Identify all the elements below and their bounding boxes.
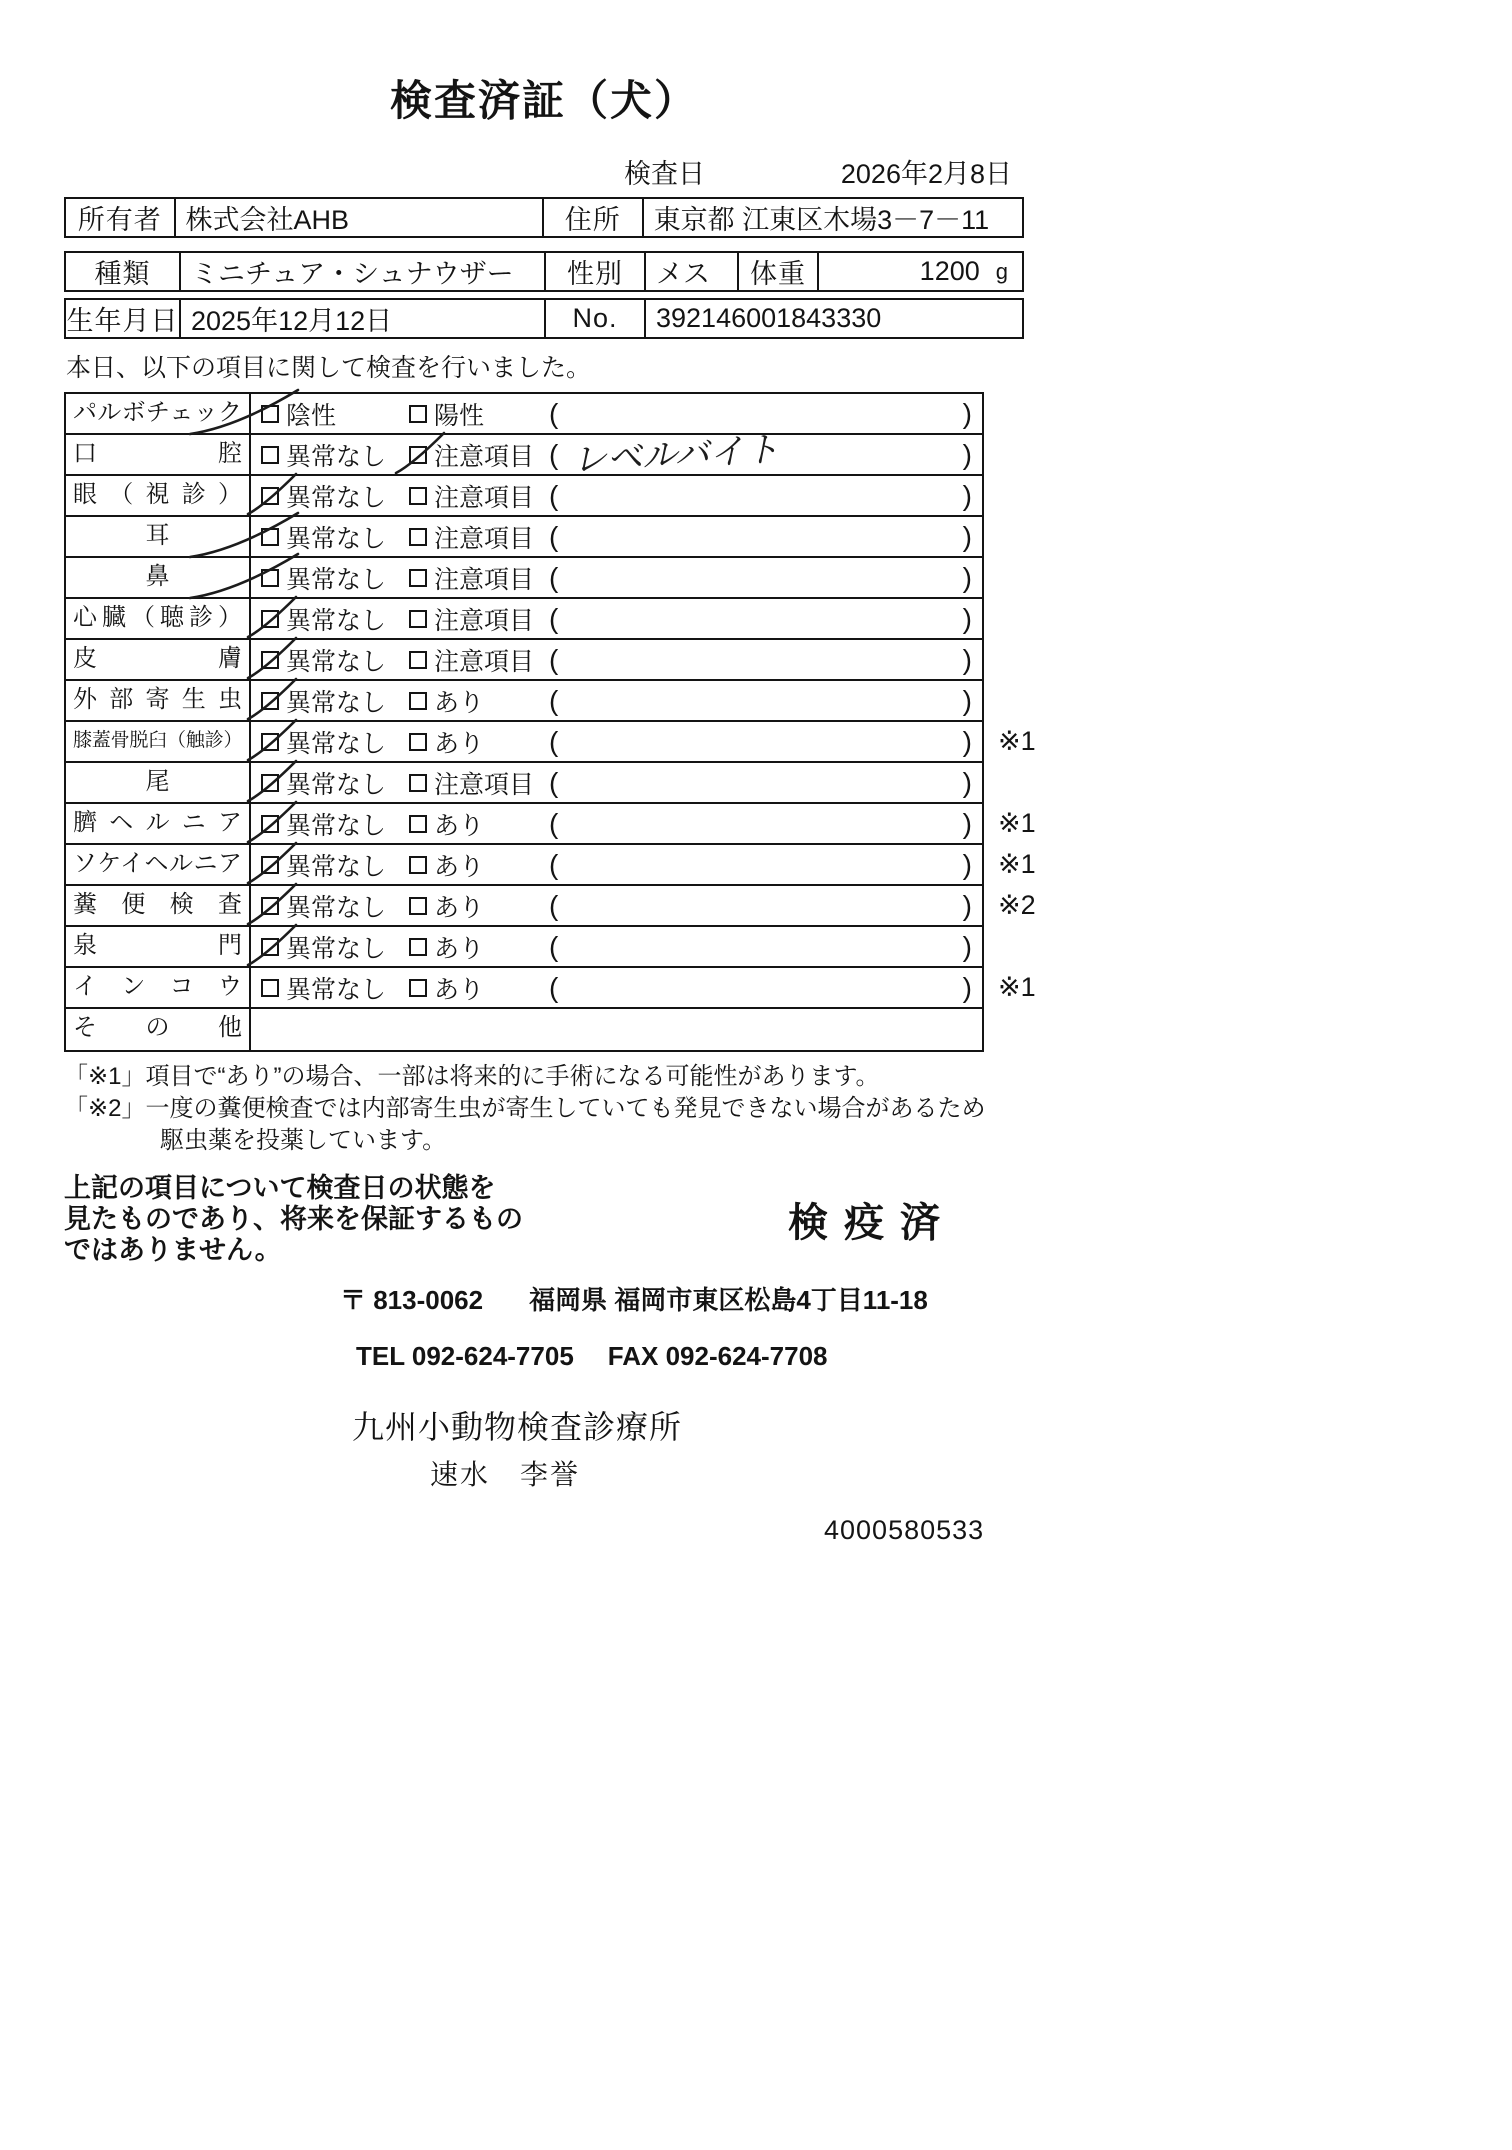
inspection-row-body — [251, 804, 982, 843]
result-option — [409, 929, 549, 965]
checkbox-icon — [409, 856, 427, 874]
option-label: 注意項目 — [434, 442, 535, 471]
result-option — [409, 478, 549, 514]
inspection-item-label: 鼻 — [66, 558, 251, 597]
clinic-address: 福岡県 福岡市東区松島4丁目11-18 — [529, 1285, 928, 1315]
handwritten-note — [558, 932, 962, 953]
result-option — [261, 806, 409, 842]
handwritten-note — [558, 973, 962, 994]
option-label: 注意項目 — [434, 606, 535, 635]
document-serial-number: 4000580533 — [824, 1515, 985, 1545]
inspection-item-label: 耳 — [66, 517, 251, 556]
option-label: あり — [434, 811, 485, 840]
inspection-row — [66, 927, 982, 968]
result-option — [409, 683, 549, 719]
inspection-item-label: 臍ヘルニア — [66, 804, 251, 843]
breed-value: ミニチュア・シュナウザー — [181, 253, 546, 290]
number-label: No. — [546, 300, 646, 337]
inspection-row — [66, 476, 982, 517]
paren-close: ) — [962, 848, 972, 880]
option-label: 異常なし — [286, 852, 387, 881]
inspection-item-label: 尾 — [66, 763, 251, 802]
inspection-row — [66, 1009, 982, 1050]
option-label: あり — [434, 975, 485, 1004]
result-option — [409, 847, 549, 883]
inspection-table — [64, 392, 1036, 1052]
option-label: 異常なし — [286, 770, 387, 799]
result-option — [261, 396, 409, 432]
checkbox-icon — [409, 487, 427, 505]
paren-open: ( — [549, 602, 559, 634]
disclaimer-line-1: 上記の項目について検査日の状態を — [64, 1173, 496, 1203]
result-option — [261, 642, 409, 678]
option-label: 異常なし — [286, 811, 387, 840]
inspection-row-body — [251, 927, 982, 966]
paren-open: ( — [549, 438, 559, 470]
birthdate-number-row — [64, 298, 1024, 339]
clinic-fax: FAX 092-624-7708 — [607, 1341, 828, 1371]
checkbox-icon — [261, 733, 279, 751]
paren-open: ( — [549, 561, 559, 593]
checkbox-icon — [261, 487, 279, 505]
handwritten-note — [558, 604, 962, 625]
document-title: 検査済証（犬） — [389, 77, 698, 124]
weight-value-cell — [819, 253, 1022, 290]
inspection-item-label: ソケイヘルニア — [66, 845, 251, 884]
result-option — [261, 519, 409, 555]
result-option — [409, 765, 549, 801]
inspection-row — [66, 722, 1036, 763]
option-label: 注意項目 — [434, 483, 535, 512]
checkbox-icon — [409, 569, 427, 587]
paren-close: ) — [962, 643, 972, 675]
footnote-ref: ※1 — [998, 808, 1036, 838]
result-option — [261, 683, 409, 719]
disclaimer-row — [64, 1173, 1024, 1266]
result-option — [409, 642, 549, 678]
checkbox-icon — [409, 979, 427, 997]
option-label: 注意項目 — [434, 524, 535, 553]
paren-close: ) — [962, 520, 972, 552]
option-label: 異常なし — [286, 934, 387, 963]
inspection-row — [66, 804, 1036, 845]
option-label: 異常なし — [286, 688, 387, 717]
option-label: 異常なし — [286, 524, 387, 553]
option-label: 異常なし — [286, 606, 387, 635]
intro-text: 本日、以下の項目に関して検査を行いました。 — [66, 354, 592, 382]
inspection-item-label: 眼（視診） — [66, 476, 251, 515]
weight-value: 1200 — [919, 256, 980, 286]
handwritten-note — [558, 809, 962, 830]
paren-open: ( — [549, 725, 559, 757]
inspection-item-label: 膝蓋骨脱臼（触診） — [66, 722, 251, 761]
handwritten-note — [558, 645, 962, 666]
checkbox-icon — [409, 446, 427, 464]
inspection-row — [66, 558, 982, 599]
inspection-row — [66, 599, 982, 640]
clinic-name: 九州小動物検査診療所 — [352, 1409, 683, 1445]
inspection-row-body — [251, 558, 982, 597]
inspection-row — [66, 640, 982, 681]
result-option — [261, 724, 409, 760]
checkbox-icon — [261, 897, 279, 915]
disclaimer-text — [64, 1173, 534, 1266]
inspection-row — [66, 763, 982, 804]
result-option — [409, 601, 549, 637]
checkbox-icon — [409, 651, 427, 669]
footnote-1: 「※1」項目で“あり”の場合、一部は将来的に手術になる可能性があります。 — [64, 1063, 880, 1090]
option-label: 異常なし — [286, 729, 387, 758]
quarantine-stamp: 検疫済 — [788, 1201, 956, 1245]
paren-close: ) — [962, 807, 972, 839]
checkbox-icon — [409, 733, 427, 751]
sex-label: 性別 — [546, 253, 646, 290]
paren-close: ) — [962, 971, 972, 1003]
option-label: あり — [434, 893, 485, 922]
clinic-phone-line — [64, 1341, 1104, 1372]
inspection-row-body — [251, 968, 982, 1007]
result-option — [409, 724, 549, 760]
result-option — [261, 929, 409, 965]
checkbox-icon — [261, 651, 279, 669]
checkbox-icon — [261, 528, 279, 546]
handwritten-note — [558, 686, 962, 707]
paren-open: ( — [549, 684, 559, 716]
handwritten-note — [558, 563, 962, 584]
checkbox-icon — [261, 569, 279, 587]
option-label: あり — [434, 688, 485, 717]
handwritten-note: レベルバイト — [571, 430, 781, 480]
paren-open: ( — [549, 889, 559, 921]
inspection-row-body — [251, 430, 982, 480]
result-option — [261, 847, 409, 883]
handwritten-note — [558, 399, 962, 420]
result-option — [409, 806, 549, 842]
paren-close: ) — [962, 766, 972, 798]
footnote-ref: ※1 — [998, 726, 1036, 756]
inspection-row — [66, 681, 982, 722]
checkbox-icon — [409, 897, 427, 915]
clinic-tel: TEL 092-624-7705 — [356, 1341, 574, 1371]
inspection-item-label: 泉門 — [66, 927, 251, 966]
result-option — [261, 601, 409, 637]
inspection-item-label: 皮膚 — [66, 640, 251, 679]
owner-label: 所有者 — [66, 199, 176, 236]
inspection-row — [66, 968, 1036, 1009]
footnote-ref: ※1 — [998, 849, 1036, 879]
footnote-2-continued: 駆虫薬を投薬しています。 — [160, 1127, 447, 1154]
checkbox-icon — [409, 610, 427, 628]
checkbox-icon — [261, 692, 279, 710]
inspection-row — [66, 430, 982, 480]
option-label: 注意項目 — [434, 647, 535, 676]
option-label: あり — [434, 852, 485, 881]
result-option — [409, 560, 549, 596]
result-option — [261, 560, 409, 596]
result-option — [409, 396, 549, 432]
option-label: 注意項目 — [434, 770, 535, 799]
inspection-item-label: パルボチェック — [66, 394, 251, 433]
owner-table — [64, 197, 1024, 238]
paren-open: ( — [549, 397, 559, 429]
disclaimer-line-3: ではありません。 — [64, 1235, 282, 1265]
result-option — [261, 888, 409, 924]
inspection-row — [66, 886, 1036, 927]
checkbox-icon — [261, 938, 279, 956]
inspection-item-label: その他 — [66, 1009, 251, 1050]
inspection-row-body — [251, 886, 982, 925]
footnote-ref: ※2 — [998, 890, 1036, 920]
footnote-2: 「※2」一度の糞便検査では内部寄生虫が寄生していても発見できない場合があるため — [64, 1095, 986, 1122]
paren-close: ) — [962, 684, 972, 716]
paren-close: ) — [962, 602, 972, 634]
inspection-row-body — [251, 845, 982, 884]
inspection-row-body — [251, 640, 982, 679]
address-label: 住所 — [544, 199, 644, 236]
inspection-item-label: 口腔 — [66, 435, 251, 474]
option-label: あり — [434, 934, 485, 963]
result-option — [409, 970, 549, 1006]
paren-open: ( — [549, 848, 559, 880]
handwritten-note — [558, 481, 962, 502]
footnotes — [64, 1061, 1024, 1157]
paren-close: ) — [962, 397, 972, 429]
result-option — [261, 437, 409, 473]
inspection-item-label: 心臓（聴診） — [66, 599, 251, 638]
document-content — [64, 58, 1104, 1546]
handwritten-note — [558, 891, 962, 912]
handwritten-note — [558, 727, 962, 748]
paren-open: ( — [549, 971, 559, 1003]
handwritten-note — [558, 850, 962, 871]
option-label: 陽性 — [434, 401, 485, 430]
result-option — [261, 970, 409, 1006]
sex-value: メス — [646, 253, 739, 290]
checkbox-icon — [261, 856, 279, 874]
clinic-postal-code: 〒 813-0062 — [340, 1285, 484, 1315]
checkbox-icon — [409, 774, 427, 792]
owner-value: 株式会社AHB — [176, 199, 544, 236]
inspection-row-body — [251, 763, 982, 802]
option-label: 異常なし — [286, 442, 387, 471]
result-option — [261, 478, 409, 514]
result-option — [409, 888, 549, 924]
disclaimer-line-2: 見たものであり、将来を保証するもの — [64, 1204, 523, 1234]
checkbox-icon — [261, 610, 279, 628]
result-option — [261, 765, 409, 801]
birthdate-label: 生年月日 — [66, 300, 181, 337]
option-label: 陰性 — [286, 401, 337, 430]
checkbox-icon — [261, 815, 279, 833]
paren-close: ) — [962, 561, 972, 593]
paren-open: ( — [549, 479, 559, 511]
option-label: 異常なし — [286, 565, 387, 594]
paren-close: ) — [962, 725, 972, 757]
clinic-address-line — [64, 1280, 1104, 1317]
paren-open: ( — [549, 807, 559, 839]
inspection-row-body — [251, 517, 982, 556]
inspection-row-body — [251, 681, 982, 720]
option-label: 注意項目 — [434, 565, 535, 594]
inspection-row-body — [251, 1009, 982, 1050]
checkbox-icon — [409, 528, 427, 546]
inspection-row-body — [251, 599, 982, 638]
footnote-ref: ※1 — [998, 972, 1036, 1002]
option-label: 異常なし — [286, 975, 387, 1004]
option-label: 異常なし — [286, 893, 387, 922]
inspection-row-body — [251, 476, 982, 515]
checkbox-icon — [409, 815, 427, 833]
inspection-row — [66, 517, 982, 558]
inspection-item-label: インコウ — [66, 968, 251, 1007]
inspection-item-label: 糞便検査 — [66, 886, 251, 925]
inspection-row — [66, 845, 1036, 886]
inspection-row-body — [251, 722, 982, 761]
number-value: 392146001843330 — [656, 303, 882, 333]
birthdate-value: 2025年12月12日 — [181, 300, 546, 337]
paren-close: ) — [962, 889, 972, 921]
paren-open: ( — [549, 930, 559, 962]
paren-open: ( — [549, 520, 559, 552]
checkbox-icon — [261, 446, 279, 464]
checkbox-icon — [409, 405, 427, 423]
inspection-date-value: 2026年2月8日 — [840, 159, 1012, 189]
checkbox-icon — [261, 405, 279, 423]
inspection-item-label: 外部寄生虫 — [66, 681, 251, 720]
paren-open: ( — [549, 643, 559, 675]
checkbox-icon — [409, 692, 427, 710]
checkbox-icon — [409, 938, 427, 956]
result-option — [409, 519, 549, 555]
paren-close: ) — [962, 479, 972, 511]
option-label: あり — [434, 729, 485, 758]
breed-label: 種類 — [66, 253, 181, 290]
option-label: 異常なし — [286, 483, 387, 512]
address-value: 東京都 江東区木場3－7－11 — [653, 205, 990, 235]
paren-close: ) — [962, 930, 972, 962]
weight-label: 体重 — [739, 253, 819, 290]
handwritten-note — [558, 522, 962, 543]
paren-open: ( — [549, 766, 559, 798]
result-option — [409, 437, 549, 473]
inspection-date-label: 検査日 — [624, 159, 705, 189]
weight-unit: g — [995, 258, 1008, 284]
option-label: 異常なし — [286, 647, 387, 676]
handwritten-note — [558, 768, 962, 789]
paren-close: ) — [962, 438, 972, 470]
breed-sex-weight-row — [64, 251, 1024, 292]
checkbox-icon — [261, 774, 279, 792]
checkbox-icon — [261, 979, 279, 997]
inspection-date-row — [64, 152, 1012, 191]
clinic-person-name: 速水 李誉 — [430, 1459, 581, 1490]
